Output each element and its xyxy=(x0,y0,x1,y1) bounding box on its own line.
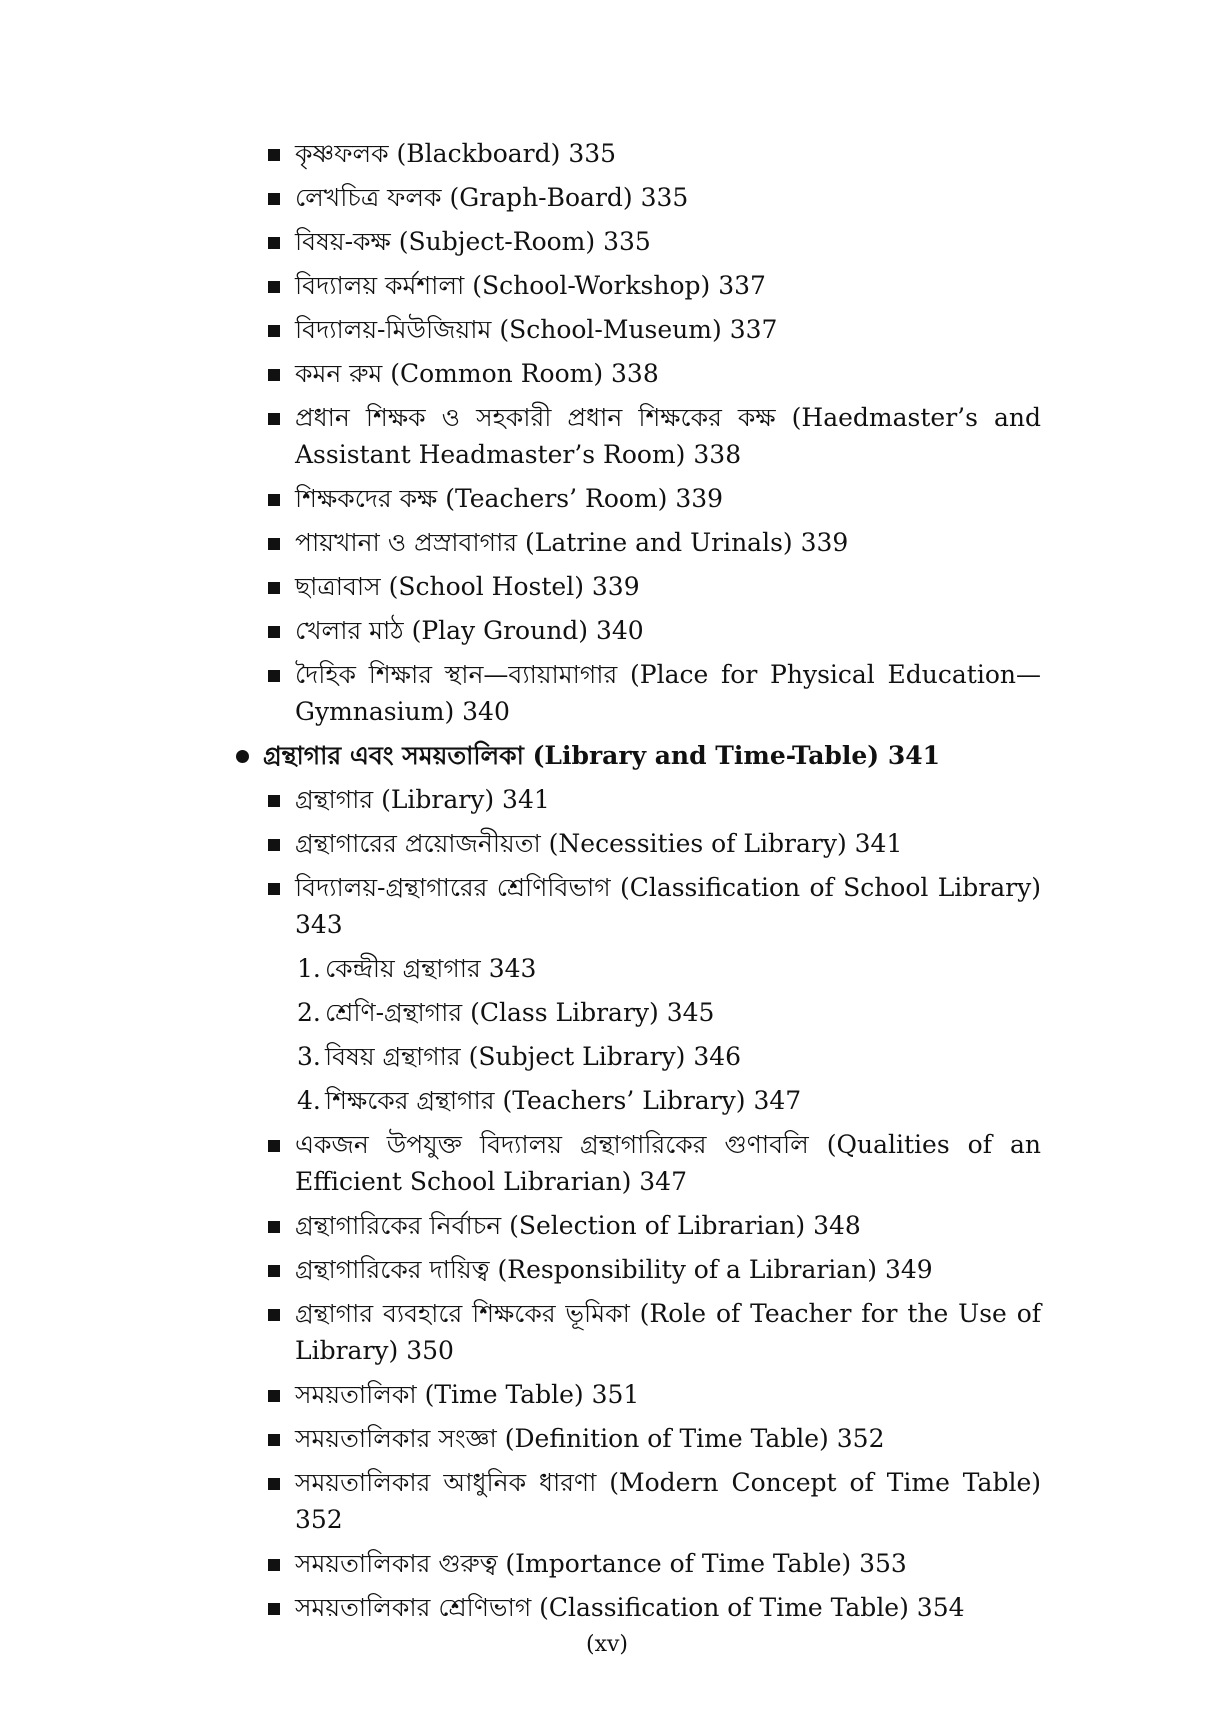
square-bullet-icon xyxy=(268,582,280,594)
toc-entry-qualities-of-librarian xyxy=(233,1126,1041,1200)
toc-subentry-text: শিক্ষকের গ্রন্থাগার (Teachers’ Library) 347 xyxy=(325,1086,802,1115)
square-bullet-icon xyxy=(268,494,280,506)
square-bullet-icon xyxy=(268,1603,280,1615)
toc-subentry-text: কেন্দ্রীয় গ্রন্থাগার 343 xyxy=(325,954,537,983)
toc-entry-text: একজন উপযুক্ত বিদ্যালয় গ্রন্থাগারিকের গুণাবলি (Qualities of an Efficient School Librarian) 347 xyxy=(295,1130,1041,1196)
toc-entry-teachers-room xyxy=(233,480,1041,517)
square-bullet-icon xyxy=(268,1221,280,1233)
toc-entry-text: কৃষ্ণফলক (Blackboard) 335 xyxy=(295,139,617,168)
toc-entry-text: বিদ্যালয়-মিউজিয়াম (School-Museum) 337 xyxy=(295,315,778,344)
toc-subentry-teachers-library xyxy=(233,1082,1041,1119)
square-bullet-icon xyxy=(268,237,280,249)
square-bullet-icon xyxy=(268,1434,280,1446)
toc-entry-subject-room xyxy=(233,223,1041,260)
toc-entry-play-ground xyxy=(233,612,1041,649)
toc-entry-school-workshop xyxy=(233,267,1041,304)
square-bullet-icon xyxy=(268,626,280,638)
square-bullet-icon xyxy=(268,193,280,205)
toc-entry-text: গ্রন্থাগারিকের নির্বাচন (Selection of Librarian) 348 xyxy=(295,1211,861,1240)
toc-entry-headmaster-room xyxy=(233,399,1041,473)
toc-entry-common-room xyxy=(233,355,1041,392)
square-bullet-icon xyxy=(268,1309,280,1321)
toc-subentry-central-library xyxy=(233,950,1041,987)
toc-subentry-text: শ্রেণি-গ্রন্থাগার (Class Library) 345 xyxy=(325,998,715,1027)
toc-entry-text: গ্রন্থাগারিকের দায়িত্ব (Responsibility of a Librarian) 349 xyxy=(295,1255,933,1284)
toc-entry-selection-of-librarian xyxy=(233,1207,1041,1244)
square-bullet-icon xyxy=(268,1559,280,1571)
toc-entry-time-table xyxy=(233,1376,1041,1413)
toc-entry-school-hostel xyxy=(233,568,1041,605)
round-bullet-icon xyxy=(236,750,249,763)
toc-entry-modern-concept xyxy=(233,1464,1041,1538)
square-bullet-icon xyxy=(268,149,280,161)
toc-entry-text: গ্রন্থাগারের প্রয়োজনীয়তা (Necessities of Library) 341 xyxy=(295,829,903,858)
square-bullet-icon xyxy=(268,413,280,425)
toc-entry-necessities-of-library xyxy=(233,825,1041,862)
toc-entry-blackboard xyxy=(233,135,1041,172)
toc-subentry-class-library xyxy=(233,994,1041,1031)
square-bullet-icon xyxy=(268,795,280,807)
subentry-number: 4. xyxy=(297,1086,321,1115)
subentry-number: 3. xyxy=(297,1042,321,1071)
square-bullet-icon xyxy=(268,1265,280,1277)
table-of-contents xyxy=(233,135,1041,1633)
toc-entry-text: সময়তালিকার গুরুত্ব (Importance of Time Table) 353 xyxy=(295,1549,907,1578)
toc-entry-text: বিদ্যালয় কর্মশালা (School-Workshop) 337 xyxy=(295,271,766,300)
page-number: (xv) xyxy=(585,1632,628,1657)
toc-subentry-text: বিষয় গ্রন্থাগার (Subject Library) 346 xyxy=(325,1042,742,1071)
toc-entry-definition-of-time-table xyxy=(233,1420,1041,1457)
toc-entry-text: ছাত্রাবাস (School Hostel) 339 xyxy=(295,572,640,601)
toc-subentry-subject-library xyxy=(233,1038,1041,1075)
toc-entry-text: বিষয়-কক্ষ (Subject-Room) 335 xyxy=(295,227,651,256)
toc-entry-text: সময়তালিকা (Time Table) 351 xyxy=(295,1380,640,1409)
toc-entry-text: দৈহিক শিক্ষার স্থান—ব্যায়ামাগার (Place for Physical Education—Gymnasium) 340 xyxy=(295,660,1041,726)
square-bullet-icon xyxy=(268,538,280,550)
subentry-number: 2. xyxy=(297,998,321,1027)
square-bullet-icon xyxy=(268,1390,280,1402)
toc-entry-classification-of-library xyxy=(233,869,1041,943)
toc-entry-text: সময়তালিকার আধুনিক ধারণা (Modern Concept of Time Table) 352 xyxy=(295,1468,1041,1534)
toc-entry-school-museum xyxy=(233,311,1041,348)
toc-entry-gymnasium xyxy=(233,656,1041,730)
toc-entry-responsibility-of-librarian xyxy=(233,1251,1041,1288)
toc-entry-text: বিদ্যালয়-গ্রন্থাগারের শ্রেণিবিভাগ (Classification of School Library) 343 xyxy=(295,873,1041,939)
toc-entry-text: গ্রন্থাগার ব্যবহারে শিক্ষকের ভূমিকা (Role of Teacher for the Use of Library) 350 xyxy=(295,1299,1041,1365)
square-bullet-icon xyxy=(268,1478,280,1490)
toc-entry-classification-of-time-table xyxy=(233,1589,1041,1626)
square-bullet-icon xyxy=(268,369,280,381)
square-bullet-icon xyxy=(268,839,280,851)
square-bullet-icon xyxy=(268,325,280,337)
subentry-number: 1. xyxy=(297,954,321,983)
toc-entry-role-of-teacher xyxy=(233,1295,1041,1369)
square-bullet-icon xyxy=(268,1140,280,1152)
square-bullet-icon xyxy=(268,883,280,895)
toc-entry-library xyxy=(233,781,1041,818)
toc-section-text: গ্রন্থাগার এবং সময়তালিকা (Library and Time-Table) 341 xyxy=(263,741,940,770)
toc-entry-text: পায়খানা ও প্রস্রাবাগার (Latrine and Urinals) 339 xyxy=(295,528,849,557)
toc-entry-text: সময়তালিকার সংজ্ঞা (Definition of Time Table) 352 xyxy=(295,1424,885,1453)
toc-entry-text: গ্রন্থাগার (Library) 341 xyxy=(295,785,550,814)
toc-entry-text: লেখচিত্র ফলক (Graph-Board) 335 xyxy=(295,183,689,212)
toc-entry-text: সময়তালিকার শ্রেণিভাগ (Classification of Time Table) 354 xyxy=(295,1593,965,1622)
toc-entry-text: খেলার মাঠ (Play Ground) 340 xyxy=(295,616,644,645)
square-bullet-icon xyxy=(268,281,280,293)
toc-entry-text: শিক্ষকদের কক্ষ (Teachers’ Room) 339 xyxy=(295,484,724,513)
toc-entry-importance-of-time-table xyxy=(233,1545,1041,1582)
toc-entry-graph-board xyxy=(233,179,1041,216)
toc-entry-latrine xyxy=(233,524,1041,561)
square-bullet-icon xyxy=(268,670,280,682)
toc-entry-text: কমন রুম (Common Room) 338 xyxy=(295,359,659,388)
toc-entry-text: প্রধান শিক্ষক ও সহকারী প্রধান শিক্ষকের কক্ষ (Haedmaster’s and Assistant Headmaster’s Room) 338 xyxy=(295,403,1041,469)
toc-section-library-timetable xyxy=(233,737,1041,774)
